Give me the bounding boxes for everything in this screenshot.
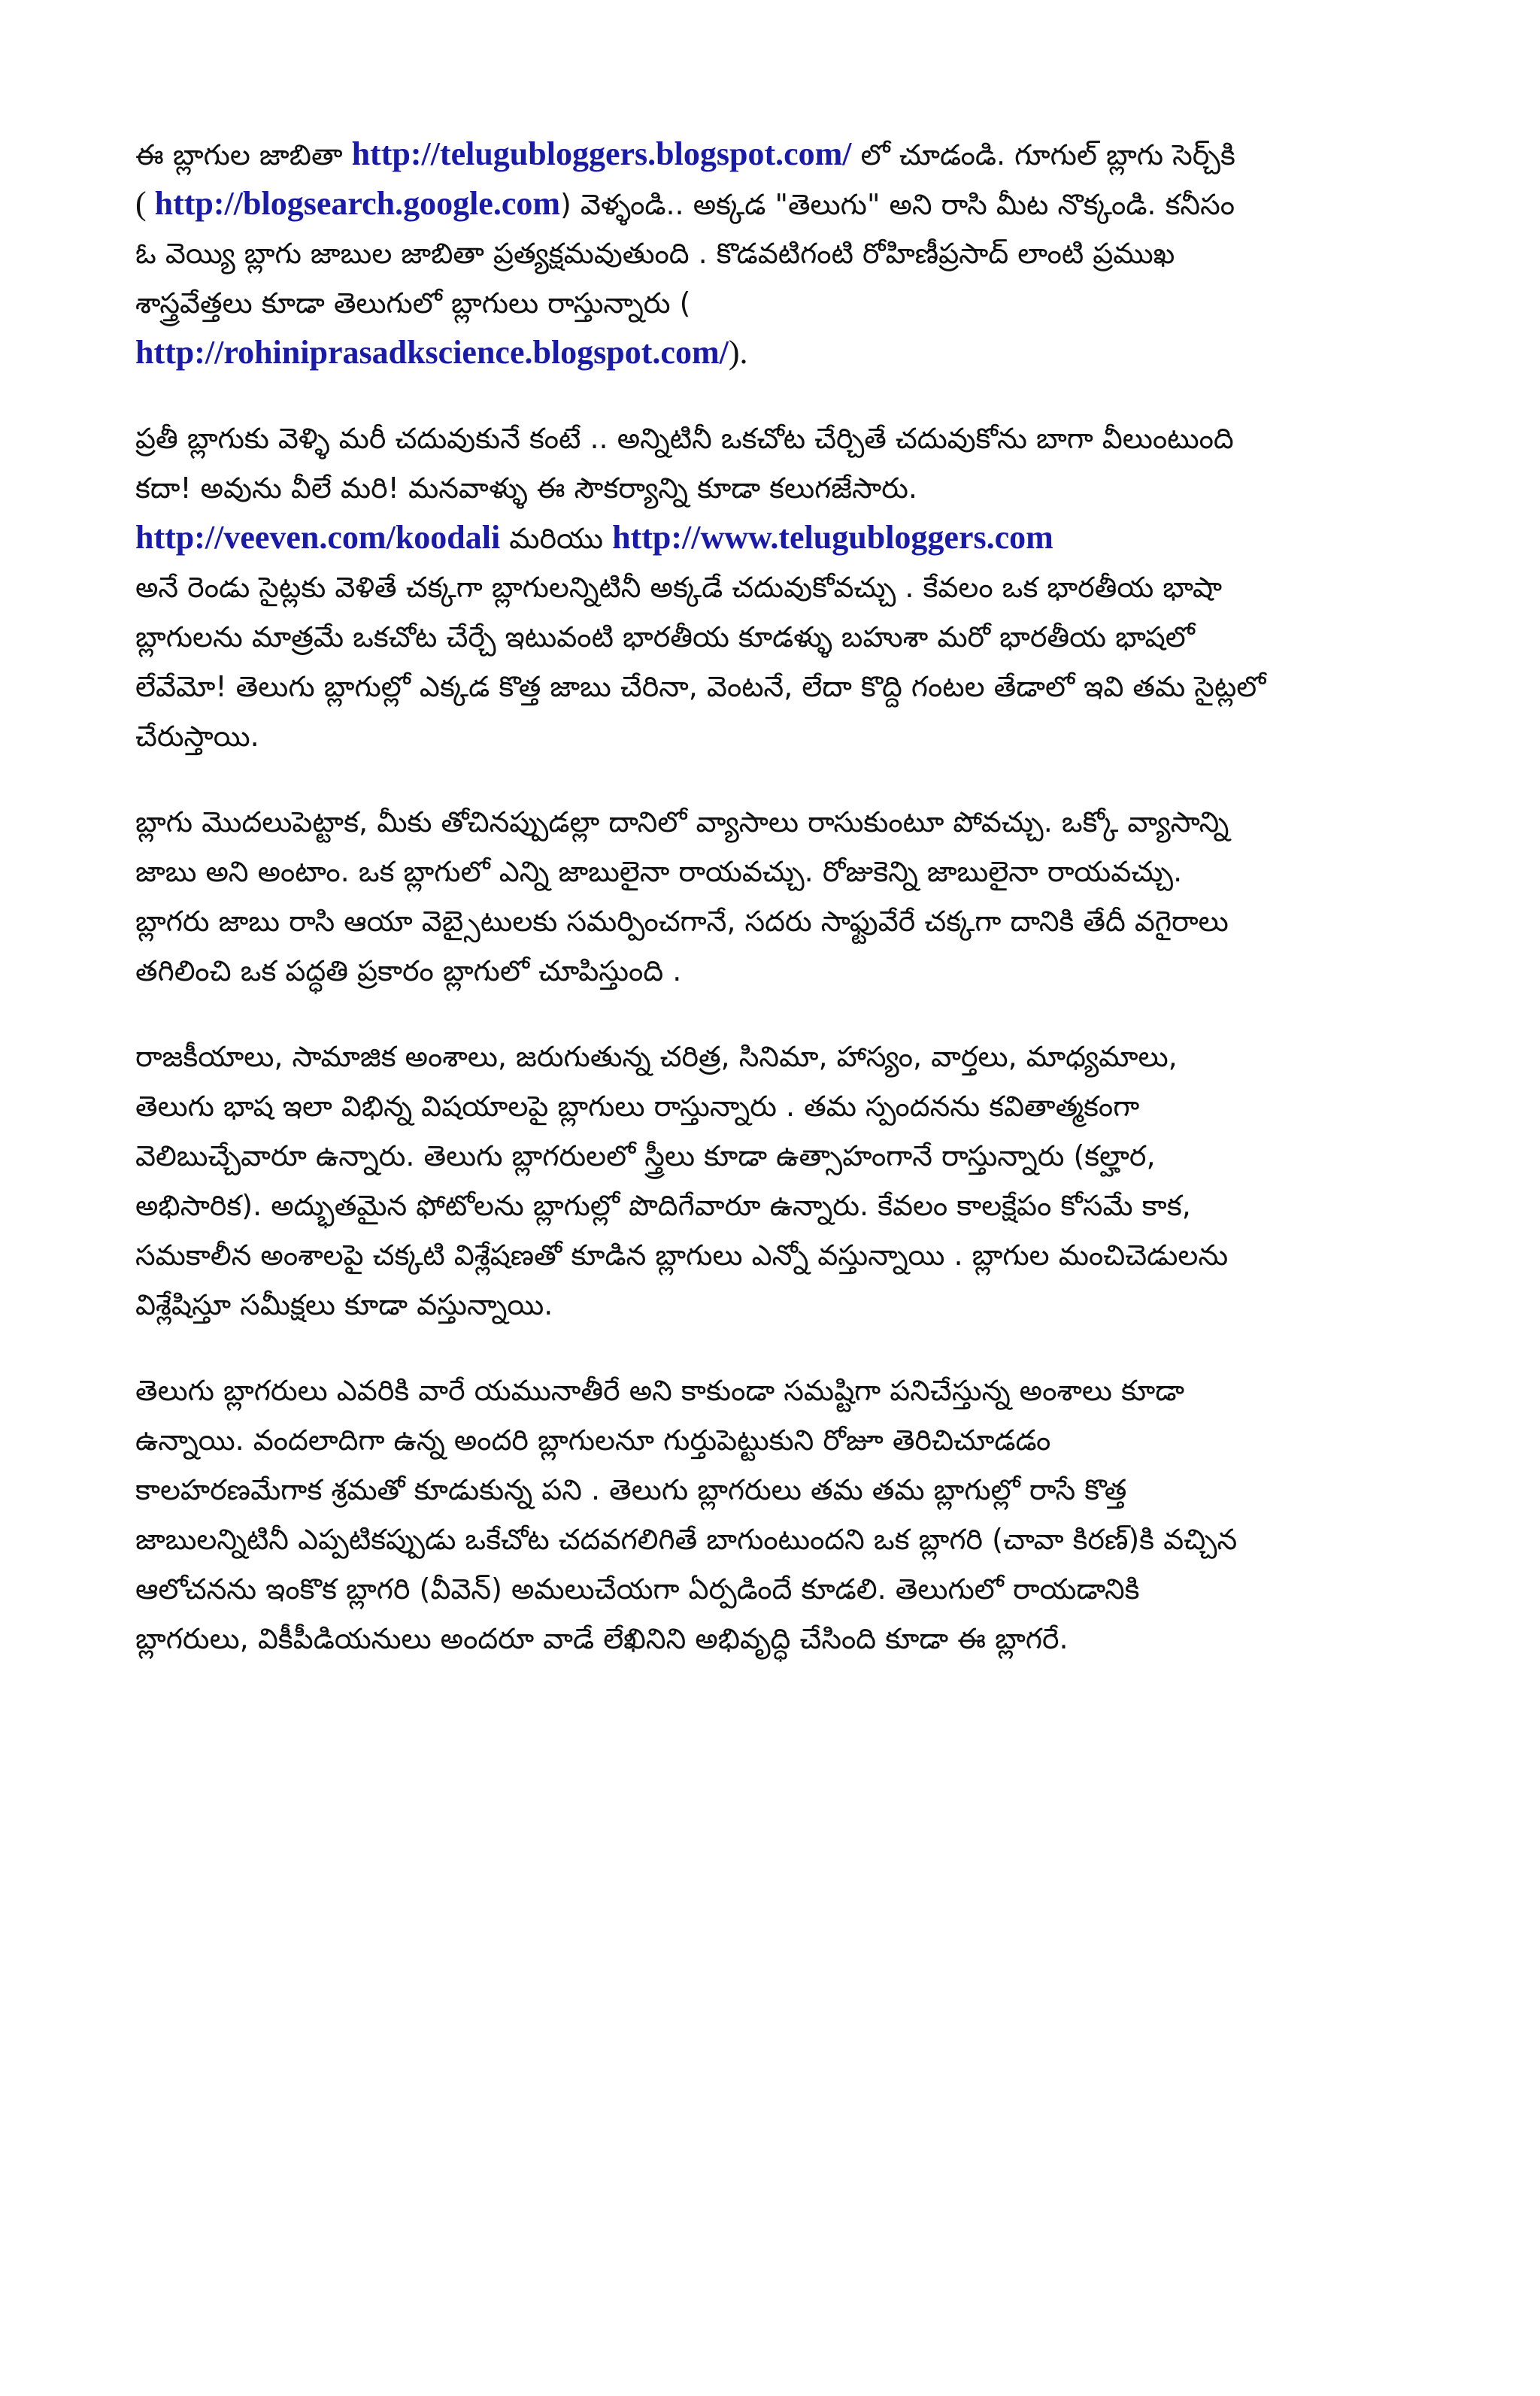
text-span: (	[135, 185, 155, 222]
text-line: జాబులన్నిటినీ ఎప్పటికప్పుడు ఒకేచోట చదవగలిగితే బాగుంటుందని ఒక బ్లాగరి (చావా కిరణ్)కి వచ్చిన	[135, 1523, 1238, 1556]
text-span: ).	[728, 334, 748, 371]
text-line: వెలిబుచ్చేవారూ ఉన్నారు. తెలుగు బ్లాగరులలో స్త్రీలు కూడా ఉత్సాహంగానే రాస్తున్నారు (కల్హార,	[135, 1139, 1156, 1172]
text-line: తెలుగు బ్లాగరులు ఎవరికి వారే యమునాతీరే అని కాకుండా సమష్టిగా పనిచేస్తున్న అంశాలు కూడా	[135, 1374, 1185, 1407]
paragraph-posting	[135, 797, 1399, 996]
text-line: సమకాలీన అంశాలపై చక్కటి విశ్లేషణతో కూడిన బ్లాగులు ఎన్నో వస్తున్నాయి . బ్లాగుల మంచిచెడులను	[135, 1239, 1229, 1272]
text-line: అభిసారిక). అద్భుతమైన ఫోటోలను బ్లాగుల్లో పొదిగేవారూ ఉన్నారు. కేవలం కాలక్షేపం కోసమే కాక,	[135, 1189, 1191, 1222]
text-line: ఆలోచనను ఇంకొక బ్లాగరి (వీవెన్) అమలుచేయగా ఏర్పడిందే కూడలి. తెలుగులో రాయడానికి	[135, 1573, 1140, 1606]
text-span: లో చూడండి. గూగుల్ బ్లాగు సెర్చ్‌కి	[851, 138, 1235, 171]
text-line: అనే రెండు సైట్లకు వెళితే చక్కగా బ్లాగులన్నిటినీ అక్కడే చదువుకోవచ్చు . కేవలం ఒక భారతీయ భాషా	[135, 571, 1223, 604]
text-line	[135, 328, 1399, 378]
blogsearch-google-link[interactable]: http://blogsearch.google.com	[154, 185, 561, 222]
paragraph-collaboration	[135, 1366, 1399, 1664]
text-line: రాజకీయాలు, సామాజిక అంశాలు, జరుగుతున్న చరిత్ర, సినిమా, హాస్యం, వార్తలు, మాధ్యమాలు,	[135, 1040, 1178, 1073]
paragraph-blog-lists	[135, 129, 1399, 378]
paragraph-gap	[135, 996, 1399, 1032]
koodali-link[interactable]: http://veeven.com/koodali	[135, 519, 501, 556]
text-span: ఈ బ్లాగుల జాబితా	[135, 138, 352, 171]
text-line: బ్లాగు మొదలుపెట్టాక, మీకు తోచినప్పుడల్లా దానిలో వ్యాసాలు రాసుకుంటూ పోవచ్చు. ఒక్కో వ్యాసాన్ని	[135, 805, 1229, 839]
text-line	[135, 513, 1399, 563]
text-line: కదా! అవును వీలే మరి! మనవాళ్ళు ఈ సౌకర్యాన్ని కూడా కలుగజేసారు.	[135, 472, 917, 505]
text-line: ప్రతీ బ్లాగుకు వెళ్ళి మరీ చదువుకునే కంటే .. అన్నిటినీ ఒకచోట చేర్చితే చదువుకోను బాగా వీలుంటుంది	[135, 422, 1234, 455]
text-line: బ్లాగరులు, వికీపీడియనులు అందరూ వాడే లేఖినిని అభివృద్ధి చేసింది కూడా ఈ బ్లాగరే.	[135, 1622, 1069, 1655]
text-line: తెలుగు భాష ఇలా విభిన్న విషయాలపై బ్లాగులు రాస్తున్నారు . తమ స్పందనను కవితాత్మకంగా	[135, 1090, 1140, 1123]
paragraph-gap	[135, 761, 1399, 797]
text-line: ఓ వెయ్యి బ్లాగు జాబుల జాబితా ప్రత్యక్షమవుతుంది . కొడవటిగంటి రోహిణీప్రసాద్ లాంటి ప్రముఖ	[135, 237, 1175, 270]
text-line: శాస్త్రవేత్తలు కూడా తెలుగులో బ్లాగులు రాస్తున్నారు (	[135, 287, 691, 320]
text-span: మరియు	[500, 522, 613, 555]
text-line: చేరుస్తాయి.	[135, 720, 259, 753]
telugubloggers-blogspot-link[interactable]: http://telugubloggers.blogspot.com/	[351, 135, 852, 172]
text-line: తగిలించి ఒక పద్ధతి ప్రకారం బ్లాగులో చూపిస్తుంది .	[135, 954, 682, 987]
text-line: విశ్లేషిస్తూ సమీక్షలు కూడా వస్తున్నాయి.	[135, 1288, 553, 1321]
text-line: కాలహరణమేగాక శ్రమతో కూడుకున్న పని . తెలుగు బ్లాగరులు తమ తమ బ్లాగుల్లో రాసే కొత్త	[135, 1473, 1127, 1506]
text-line: జాబు అని అంటాం. ఒక బ్లాగులో ఎన్ని జాబులైనా రాయవచ్చు. రోజుకెన్ని జాబులైనా రాయవచ్చు.	[135, 855, 1183, 888]
text-line: లేవేమో! తెలుగు బ్లాగుల్లో ఎక్కడ కొత్త జాబు చేరినా, వెంటనే, లేదా కొద్ది గంటల తేడాలో ఇవి తమ సైట్లలో	[135, 670, 1266, 703]
paragraph-gap	[135, 378, 1399, 414]
paragraph-aggregators	[135, 414, 1399, 761]
document-page	[135, 129, 1399, 1664]
text-line: బ్లాగరు జాబు రాసి ఆయా వెబ్సైటులకు సమర్పించగానే, సదరు సాఫ్టువేరే చక్కగా దానికి తేదీ వగైరాలు	[135, 905, 1229, 938]
text-span: ) వెళ్ళండి.. అక్కడ "తెలుగు" అని రాసి మీట నొక్కండి. కనీసం	[560, 188, 1235, 221]
paragraph-gap	[135, 1330, 1399, 1366]
text-line	[135, 179, 1399, 229]
text-line: బ్లాగులను మాత్రమే ఒకచోట చేర్చే ఇటువంటి భారతీయ కూడళ్ళు బహుశా మరో భారతీయ భాషలో	[135, 620, 1195, 654]
text-line: ఉన్నాయి. వందలాదిగా ఉన్న అందరి బ్లాగులనూ గుర్తుపెట్టుకుని రోజూ తెరిచిచూడడం	[135, 1424, 1051, 1457]
text-line	[135, 129, 1399, 179]
telugubloggers-com-link[interactable]: http://www.telugubloggers.com	[612, 519, 1053, 556]
rohiniprasad-science-link[interactable]: http://rohiniprasadkscience.blogspot.com/	[135, 334, 729, 371]
paragraph-topics	[135, 1032, 1399, 1330]
